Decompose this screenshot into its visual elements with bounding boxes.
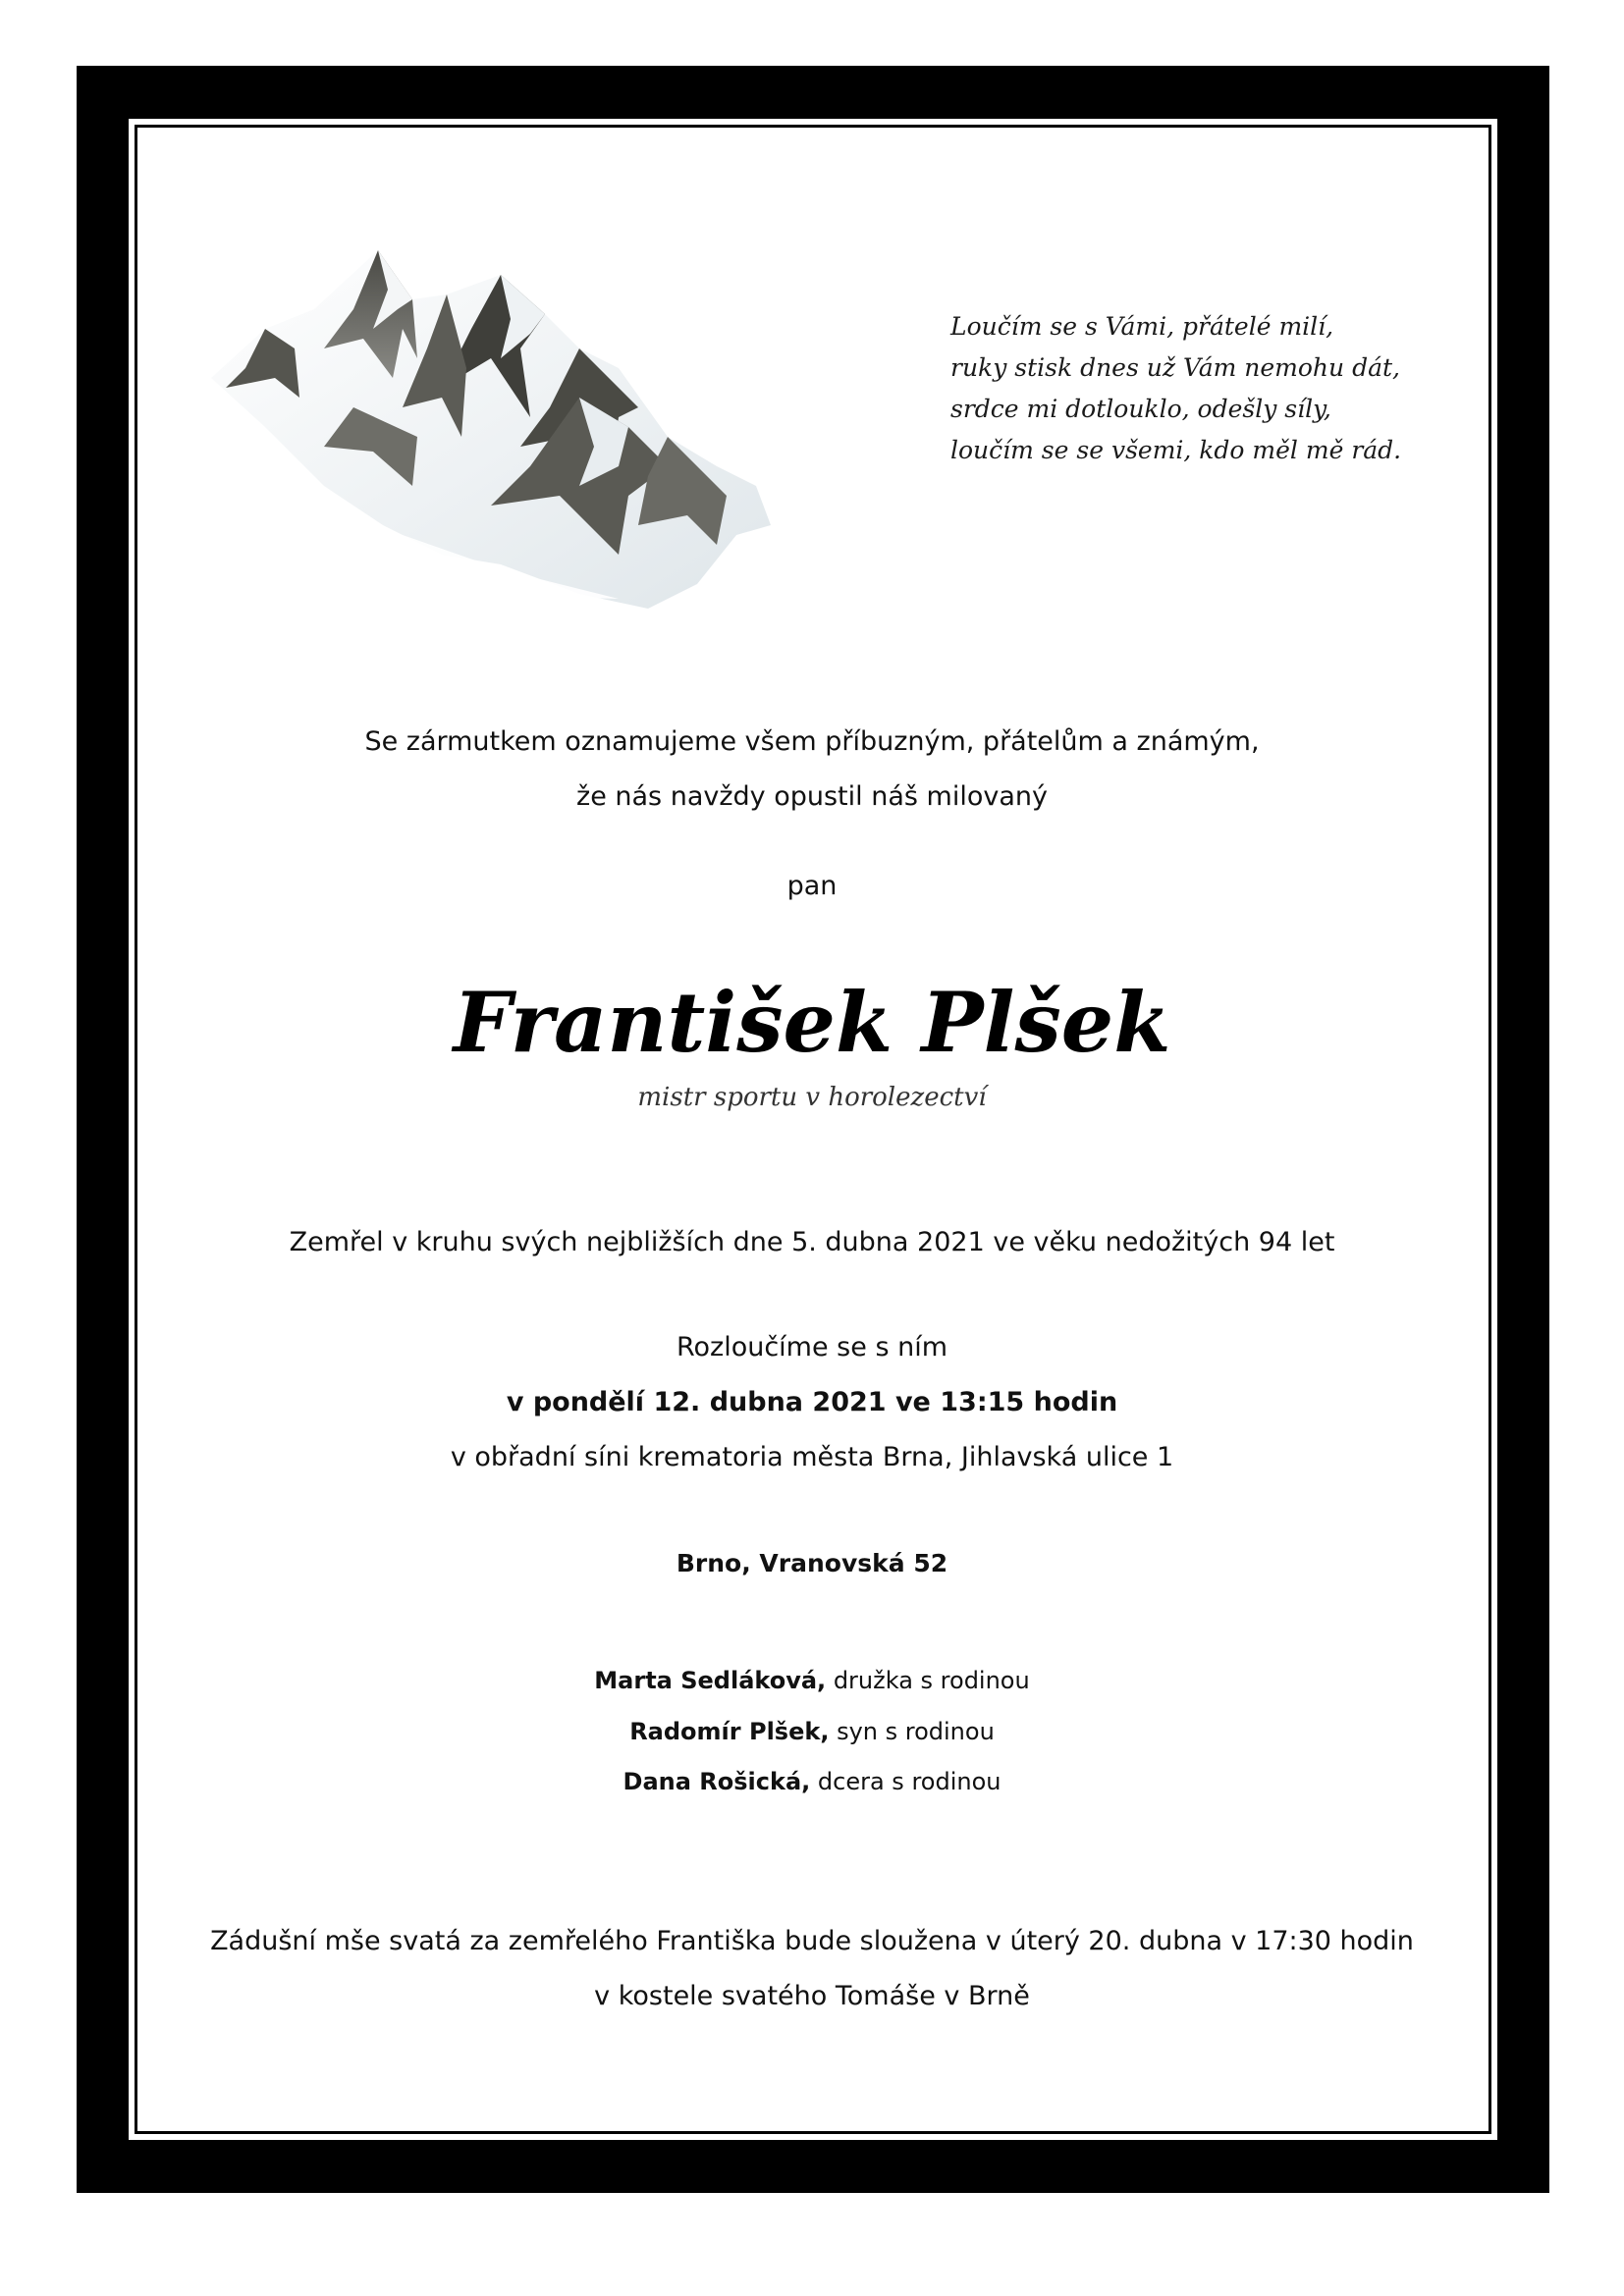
mourner-entry	[0, 1718, 1624, 1745]
poem-line: Loučím se s Vámi, přátelé milí,	[950, 312, 1334, 341]
farewell-line-1: Rozloučíme se s ním	[676, 1332, 948, 1362]
poem-line: ruky stisk dnes už Vám nemohu dát,	[950, 353, 1400, 382]
mourner-name: Radomír Plšek,	[629, 1718, 830, 1745]
poem-line: loučím se se všemi, kdo měl mě rád.	[950, 436, 1402, 464]
mourner-relation: dcera s rodinou	[817, 1768, 1001, 1795]
farewell-datetime: v pondělí 12. dubna 2021 ve 13:15 hodin	[506, 1387, 1118, 1417]
announcement-line-2: že nás navždy opustil náš milovaný	[576, 781, 1048, 812]
salutation: pan	[786, 871, 838, 901]
announcement-line-1: Se zármutkem oznamujeme všem příbuzným, přátelům a známým,	[364, 726, 1260, 757]
farewell-location: v obřadní síni krematoria města Brna, Jihlavská ulice 1	[450, 1442, 1174, 1472]
death-notice: Zemřel v kruhu svých nejbližších dne 5. dubna 2021 ve věku nedožitých 94 let	[289, 1227, 1335, 1257]
mourner-relation: družka s rodinou	[833, 1667, 1030, 1694]
family-address: Brno, Vranovská 52	[676, 1549, 948, 1577]
mourner-relation: syn s rodinou	[837, 1718, 995, 1745]
deceased-title: mistr sportu v horolezectví	[637, 1083, 987, 1112]
mountain-illustration	[206, 240, 795, 614]
mourner-name: Marta Sedláková,	[594, 1667, 827, 1694]
mourner-name: Dana Rošická,	[623, 1768, 811, 1795]
deceased-name: František Plšek	[453, 974, 1171, 1071]
farewell-poem	[950, 306, 1461, 471]
mourner-entry	[0, 1667, 1624, 1694]
poem-line: srdce mi dotlouklo, odešly síly,	[950, 395, 1331, 423]
mass-notice-line-2: v kostele svatého Tomáše v Brně	[594, 1981, 1030, 2011]
mourner-entry	[0, 1768, 1624, 1795]
mass-notice-line-1: Zádušní mše svatá za zemřelého Františka bude sloužena v úterý 20. dubna v 17:30 hodin	[210, 1926, 1414, 1956]
